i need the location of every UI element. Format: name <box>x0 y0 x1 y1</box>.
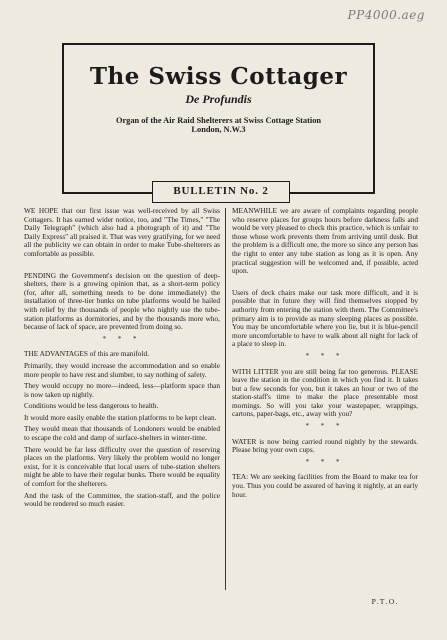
advantage-item: And the task of the Committee, the station-staff, and the police would be rendered so much easier. <box>24 490 220 509</box>
paragraph-deck-chairs: Users of deck chairs make our task more difficult, and it is possible that in future they will find themselves stopped by authority from entering the station with them. The Committee's primary aim is to provide as many sleeping places as possible. You may be uncomfortable where you lie, but it is blue-pencil more uncomfortable to have to walk about all night for lack of a place to sleep in. <box>232 287 418 349</box>
paragraph-water: WATER is now being carried round nightly by the stewards. Please bring your own cups. <box>232 436 418 455</box>
masthead <box>62 43 375 197</box>
left-column <box>24 207 220 512</box>
section-separator: * * * <box>305 422 345 431</box>
organ-line: Organ of the Air Raid Shelterers at Swiss Cottage Station <box>115 116 322 125</box>
advantage-item: They would mean that thousands of Londoners would be enabled to escape the cold and damp of surface-shelters in winter-time. <box>24 424 220 443</box>
bulletin-number: BULLETIN No. 2 <box>152 181 290 203</box>
advantage-item: Primarily, they would increase the accommodation and so enable more people to have rest and slumber, to say nothing of safety. <box>24 360 220 379</box>
column-divider <box>225 208 226 590</box>
right-column <box>232 207 418 502</box>
newsletter-subtitle: De Profundis <box>185 92 252 106</box>
newsletter-title: The Swiss Cottager <box>89 63 348 90</box>
address-line: London, N.W.3 <box>191 125 246 134</box>
advantage-item: There would be far less difficulty over the question of reserving places on the platforms. Very likely the problem would no longer exist, for it is conceivable that local users of tube-station shelters might be able to have their regular bunks. There would be equality of comfort for the shelterers. <box>24 444 220 489</box>
paragraph-tea: TEA: We are seeking facilities from the Board to make tea for you. Thus you could be assured of having it nightly, at an early hour. <box>232 472 418 499</box>
section-separator: * * * <box>305 351 345 360</box>
section-separator: * * * <box>102 334 142 343</box>
paragraph-meanwhile: MEANWHILE we are aware of complaints regarding people who reserve places for groups hours before darkness falls and would be very pleased to check this practice, which is unfair to those whose work prevents them from arriving until dusk. But the problem is a difficult one, the more so since any person has the right to enter any tube station as long as it is open. Any practical suggestion will be welcomed and, if possible, acted upon. <box>232 206 418 276</box>
paragraph-advantages: THE ADVANTAGES of this are manifold. <box>24 349 149 359</box>
advantage-item: They would occupy no more—indeed, less—platform space than is now taken up nightly. <box>24 381 220 399</box>
section-separator: * * * <box>305 457 345 466</box>
please-turn-over: P.T.O. <box>371 597 399 606</box>
advantage-item: Conditions would be less dangerous to health. <box>24 401 159 411</box>
paragraph-litter: WITH LITTER you are still being far too generous. PLEASE leave the station in the condition in which you find it. It takes but a few seconds for you, but it takes an hour or two of the station-staff's time to make the place presentable most mornings. So will you take your wastepaper, wrappings, cartons, paper-bags, etc., away with you? <box>232 366 418 419</box>
paragraph-we-hope: WE HOPE that our first issue was well-received by all Swiss Cottagers. It has earned wider notice, too, and "The Times," "The Daily Telegraph" (which also had a photograph of it) and "The Daily Express" all praised it. That was very gratifying, for we need all the publicity we can obtain in order to make Tube-shelterers as comfortable as possible. <box>24 206 220 258</box>
advantage-item: It would more easily enable the station platforms to be kept clean. <box>24 412 217 422</box>
handwritten-annotation: PP4000.aeg <box>347 8 425 22</box>
paragraph-pending: PENDING the Government's decision on the question of deep-shelters, there is a growing opinion that, as a short-term policy (for, after all, something needs to be done immediately) the installation of three-tier bunks on tube platforms would be hailed with relief by the thousands of people who nightly use the tube-station platforms as dormitories, and by the thousands more who, because of lack of space, are prevented from doing so. <box>24 270 220 332</box>
